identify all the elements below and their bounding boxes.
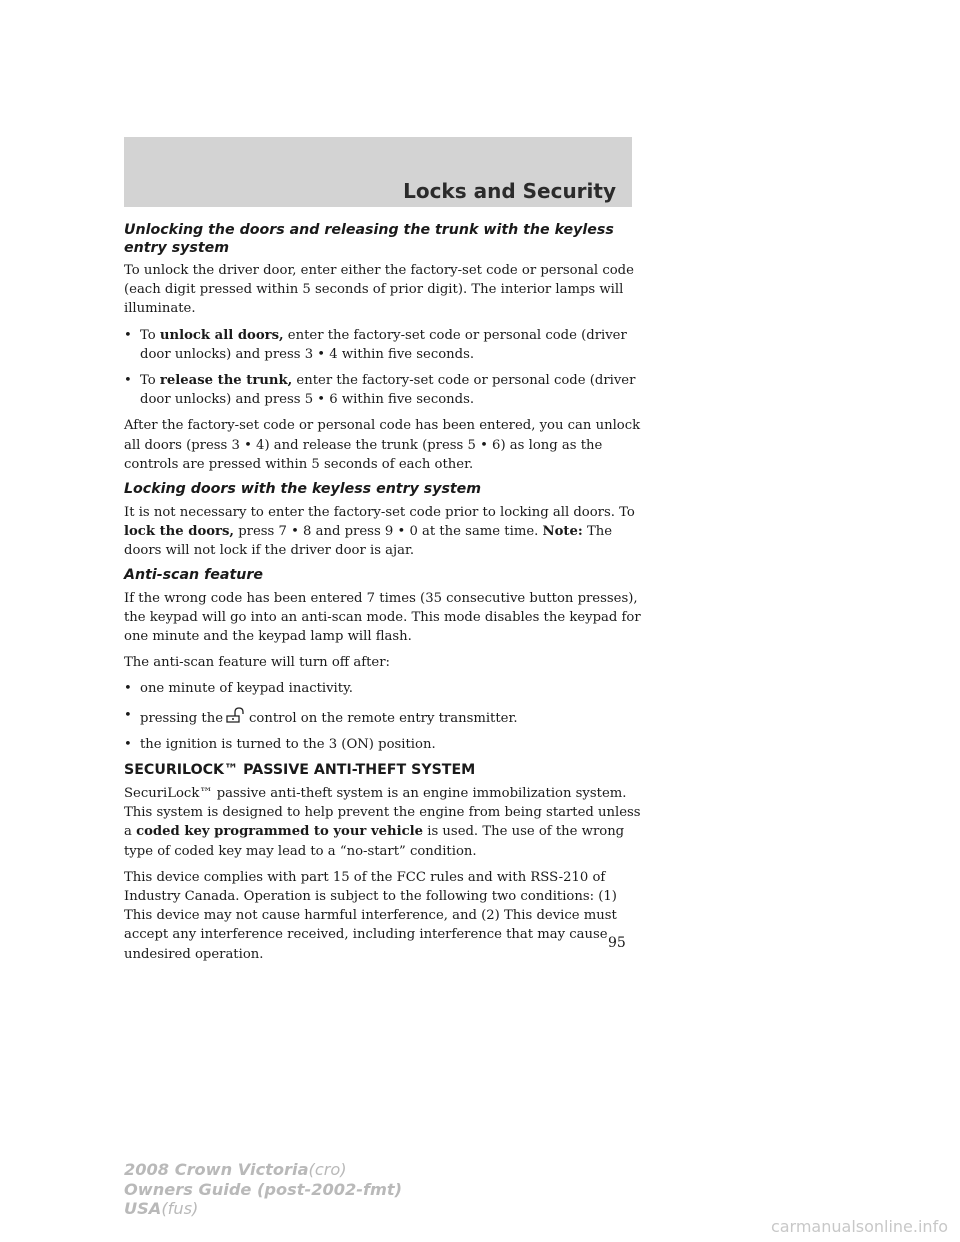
document-footer bbox=[124, 1160, 402, 1219]
securilock-emphasis: coded key programmed to your vehicle bbox=[136, 824, 424, 840]
fcc-text: This device complies with part 15 of the FCC rules and with RSS-210 of Industry Canada. Operation is subject to the following two conditions: (1) This device may not cause harmful interference, and (2) This device must accept any interference received, including interference that may cause undesired operation. bbox=[124, 869, 617, 962]
section-title: Locks and Security bbox=[403, 179, 616, 203]
bullet-text-b: control on the remote entry transmitter. bbox=[249, 710, 518, 726]
unlocking-after: After the factory-set code or personal code has been entered, you can unlock all doors (press 3 • 4) and release the trunk (press 5 • 6) as long as the controls are pressed within 5 seconds of each other. bbox=[124, 418, 641, 472]
heading-antiscan: Anti-scan feature bbox=[124, 567, 263, 584]
bullet-icon: • bbox=[124, 373, 132, 389]
footer-market-code: (fus) bbox=[161, 1199, 199, 1218]
securilock-text-b: is used. The use of the wrong type of coded key may lead to a “no-start” condition. bbox=[124, 824, 625, 859]
locking-text bbox=[124, 503, 644, 561]
bullet-emphasis: unlock all doors, bbox=[159, 327, 284, 343]
footer-line-2 bbox=[124, 1180, 402, 1200]
locking-emphasis: lock the doors, bbox=[124, 523, 235, 539]
footer-model-code: (cro) bbox=[308, 1160, 347, 1179]
footer-market: USA bbox=[124, 1199, 162, 1218]
antiscan-text: If the wrong code has been entered 7 times (35 consecutive button presses), the keypad will go into an anti-scan mode. This mode disables the keypad for one minute and the keypad lamp will flash. bbox=[124, 590, 641, 645]
bullet-text: the ignition is turned to the 3 (ON) position. bbox=[140, 736, 436, 752]
list-item bbox=[124, 735, 644, 754]
list-item bbox=[124, 371, 644, 409]
watermark: carmanualsonline.info bbox=[770, 1217, 948, 1236]
section-header-band bbox=[124, 137, 632, 207]
list-item bbox=[124, 706, 644, 728]
page-content bbox=[124, 222, 644, 971]
securilock-text bbox=[124, 784, 644, 861]
heading-unlocking: Unlocking the doors and releasing the trunk with the keyless entry system bbox=[124, 222, 614, 256]
footer-model: 2008 Crown Victoria bbox=[124, 1160, 309, 1179]
note-text: The doors will not lock if the driver door is ajar. bbox=[124, 523, 613, 558]
bullet-text-a: pressing the bbox=[140, 710, 224, 726]
footer-line-3 bbox=[124, 1199, 402, 1219]
list-item bbox=[124, 679, 644, 698]
antiscan-turnoff: The anti-scan feature will turn off after: bbox=[124, 655, 390, 671]
bullet-prefix: To bbox=[140, 327, 156, 343]
note-label: Note: bbox=[542, 523, 583, 539]
footer-guide: Owners Guide (post-2002-fmt) bbox=[124, 1179, 403, 1199]
unlocking-intro: To unlock the driver door, enter either the factory-set code or personal code (each digit pressed within 5 seconds of prior digit). The interior lamps will illuminate. bbox=[124, 263, 634, 317]
securilock-text-a: SecuriLock™ passive anti-theft system is an engine immobilization system. This system is designed to help prevent the engine from being started unless a bbox=[124, 786, 641, 840]
locking-text-a: It is not necessary to enter the factory-set code prior to locking all doors. To bbox=[124, 504, 635, 520]
bullet-text: enter the factory-set code or personal code (driver door unlocks) and press 3 • 4 within five seconds. bbox=[140, 327, 627, 362]
bullet-icon: • bbox=[124, 707, 132, 723]
bullet-prefix: To bbox=[140, 373, 156, 389]
page-number: 95 bbox=[608, 935, 626, 951]
heading-securilock: SECURILOCK™ PASSIVE ANTI-THEFT SYSTEM bbox=[124, 762, 476, 779]
bullet-icon: • bbox=[124, 736, 132, 752]
unlock-icon bbox=[224, 706, 246, 724]
locking-text-b: press 7 • 8 and press 9 • 0 at the same time. bbox=[238, 523, 539, 539]
footer-line-1 bbox=[124, 1160, 402, 1180]
list-item bbox=[124, 326, 644, 364]
heading-locking: Locking doors with the keyless entry system bbox=[124, 481, 482, 498]
bullet-emphasis: release the trunk, bbox=[159, 373, 293, 389]
bullet-icon: • bbox=[124, 327, 132, 343]
bullet-icon: • bbox=[124, 681, 132, 697]
bullet-text: one minute of keypad inactivity. bbox=[140, 681, 353, 697]
bullet-text: enter the factory-set code or personal code (driver door unlocks) and press 5 • 6 within five seconds. bbox=[140, 373, 636, 408]
